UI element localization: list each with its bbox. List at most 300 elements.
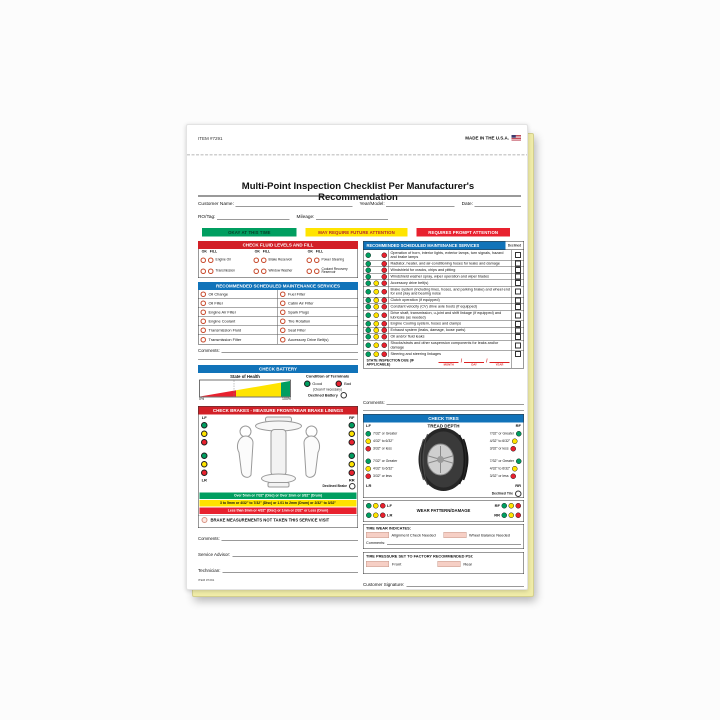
status-dot-yellow bbox=[366, 466, 372, 472]
status-dot-red bbox=[382, 252, 388, 258]
comments-line bbox=[387, 540, 521, 545]
inspection-row bbox=[364, 287, 524, 298]
ok-circle bbox=[254, 258, 260, 264]
maintenance-item bbox=[278, 290, 358, 299]
inspection-item-label: Operation of horn, interior lights, exterior lamps, turn signals, hazard and brake lamps bbox=[389, 250, 512, 260]
status-dot-green bbox=[366, 503, 372, 509]
status-dot-green bbox=[366, 261, 372, 267]
maintenance-item-label: Oil Filter bbox=[208, 301, 224, 306]
fluids-ok-label: OK bbox=[254, 250, 260, 254]
maintenance-item-label: Accessory Drive Belt(s) bbox=[288, 337, 329, 342]
fluids-fill-label: FILL bbox=[315, 250, 324, 254]
wear-row-lf bbox=[366, 503, 392, 509]
status-dot-green bbox=[366, 343, 372, 349]
service-advisor-label: Service Advisor: bbox=[198, 552, 231, 557]
tread-rating-row bbox=[366, 474, 398, 480]
status-dot-yellow bbox=[201, 461, 208, 468]
fluids-row bbox=[254, 266, 304, 277]
declined-checkbox bbox=[515, 312, 521, 318]
fill-circle bbox=[314, 268, 320, 274]
status-dot-yellow bbox=[374, 351, 380, 357]
status-dot-red bbox=[336, 381, 343, 388]
light-slot bbox=[381, 343, 389, 349]
fluids-row bbox=[201, 266, 251, 277]
corner-label-rf: RF bbox=[349, 415, 355, 420]
ok-circle bbox=[201, 268, 207, 274]
tread-rating-row bbox=[366, 439, 398, 445]
status-dot-yellow bbox=[349, 461, 356, 468]
customer-signature-label: Customer Signature: bbox=[363, 582, 405, 587]
status-dot-red bbox=[511, 446, 517, 452]
status-dot-green bbox=[201, 453, 208, 460]
undercarriage-diagram bbox=[227, 415, 331, 491]
fluids-item-label: Power Steering bbox=[321, 258, 345, 262]
maintenance-grid bbox=[198, 290, 358, 345]
header-fields-row2 bbox=[198, 214, 388, 220]
light-slot bbox=[365, 351, 373, 357]
maintenance-item bbox=[199, 326, 279, 335]
maintenance-item bbox=[199, 308, 279, 317]
tread-rating-label: 4/32" to 6/32" bbox=[489, 467, 511, 471]
status-dot-yellow bbox=[374, 289, 380, 295]
gauge-max-label: 100% bbox=[282, 397, 291, 401]
corner-label-lf: LF bbox=[387, 503, 392, 508]
comments-line-2 bbox=[198, 359, 358, 360]
fill-circle bbox=[261, 258, 267, 264]
service-circle bbox=[201, 310, 207, 316]
made-in-text: MADE IN THE U.S.A. bbox=[465, 135, 509, 141]
legend-future-attention: MAY REQUIRE FUTURE ATTENTION bbox=[306, 228, 408, 237]
rear-label: Rear bbox=[463, 561, 473, 567]
fluids-item-label: Engine Oil bbox=[215, 258, 231, 262]
brake-corner-rf bbox=[349, 416, 356, 446]
battery-section bbox=[198, 365, 358, 405]
light-slot bbox=[373, 313, 381, 319]
status-dot-red bbox=[382, 351, 388, 357]
mileage-line bbox=[316, 215, 388, 220]
service-circle bbox=[280, 301, 286, 307]
tread-rating-label: 7/32" or Greater bbox=[489, 459, 514, 463]
declined-tire-label: Declined Tire bbox=[491, 492, 513, 496]
fluids-group bbox=[305, 249, 358, 278]
brake-scale-green: Over 5mm or 7/32" (Disc) or Over 2mm or 3/32" (Drum) bbox=[200, 493, 357, 500]
light-slot bbox=[365, 321, 373, 327]
date-slash: / bbox=[460, 358, 463, 364]
status-lights bbox=[364, 287, 389, 297]
status-dot-yellow bbox=[374, 313, 380, 319]
declined-checkbox bbox=[515, 334, 521, 340]
wheel-balance-box bbox=[444, 532, 467, 538]
technician-label: Technician: bbox=[198, 568, 221, 573]
light-slot bbox=[381, 289, 389, 295]
wear-row-rf bbox=[495, 503, 521, 509]
ro-tag-line bbox=[217, 215, 290, 220]
maintenance-item bbox=[278, 308, 358, 317]
status-lights bbox=[364, 261, 389, 267]
status-dot-green bbox=[516, 431, 522, 437]
light-slot bbox=[365, 267, 373, 273]
maintenance-item-label: Spark Plugs bbox=[288, 310, 310, 315]
status-dot-green bbox=[366, 351, 372, 357]
maintenance-item-label: Fuel Filter bbox=[288, 292, 306, 297]
maintenance-item bbox=[278, 326, 358, 335]
tread-group-rf bbox=[490, 431, 522, 452]
status-lights bbox=[364, 340, 389, 350]
ok-circle bbox=[307, 268, 313, 274]
declined-checkbox bbox=[515, 289, 521, 295]
month-label: MONTH bbox=[443, 363, 454, 367]
status-dot-green bbox=[366, 267, 372, 273]
corner-label-rr: RR bbox=[494, 513, 500, 518]
left-comments-row bbox=[198, 348, 358, 353]
light-slot bbox=[381, 274, 389, 280]
state-inspection-label: STATE INSPECTION DUE (IF APPLICABLE) bbox=[366, 358, 415, 367]
light-slot bbox=[365, 334, 373, 340]
date-line bbox=[474, 202, 521, 207]
clean-note: (Clean if necessary) bbox=[313, 388, 342, 392]
light-slot bbox=[381, 334, 389, 340]
status-dot-red bbox=[382, 298, 388, 304]
tread-group-rr bbox=[490, 459, 522, 480]
tread-rating-row bbox=[490, 431, 522, 437]
light-slot bbox=[381, 313, 389, 319]
fluids-row bbox=[307, 266, 357, 277]
inspection-item-label: Exhaust system (leaks, damage, loose parts) bbox=[389, 327, 512, 333]
alignment-check-box bbox=[366, 532, 389, 538]
wear-pattern-label: WEAR PATTERN/DAMAGE bbox=[416, 508, 471, 513]
status-dot-red bbox=[516, 503, 522, 509]
light-slot bbox=[373, 304, 381, 310]
alignment-check bbox=[366, 532, 444, 538]
tire-image bbox=[418, 427, 470, 492]
status-dot-green bbox=[366, 280, 372, 286]
light-slot bbox=[365, 261, 373, 267]
light-slot bbox=[373, 280, 381, 286]
status-dot-yellow bbox=[374, 328, 380, 334]
tread-rating-row bbox=[366, 431, 398, 437]
right-column bbox=[363, 241, 524, 590]
comments-line-2 bbox=[363, 410, 524, 411]
light-slot bbox=[365, 280, 373, 286]
tread-rating-row bbox=[490, 466, 522, 472]
status-dot-yellow bbox=[201, 431, 208, 438]
tire-corner-lr: LR bbox=[366, 483, 372, 488]
light-slot bbox=[373, 328, 381, 334]
status-dot-green bbox=[349, 453, 356, 460]
inspection-form-sheet bbox=[186, 124, 528, 590]
status-dot-red bbox=[382, 313, 388, 319]
inspection-section bbox=[363, 241, 524, 369]
status-lights bbox=[364, 250, 389, 260]
left-column bbox=[198, 241, 358, 590]
status-dot-green bbox=[516, 459, 522, 465]
battery-health-gauge bbox=[199, 380, 291, 398]
battery-header: CHECK BATTERY bbox=[198, 365, 358, 373]
tire-pressure-label: TIRE PRESSURE SET TO FACTORY RECOMMENDED PSI: bbox=[366, 554, 474, 559]
status-lights bbox=[364, 297, 389, 303]
declined-column-header: Declined bbox=[507, 243, 522, 248]
inspection-item-label: Brake system (including lines, hoses, and parking brake) and wheel end for end play and bearing noise bbox=[390, 286, 510, 296]
wear-row-rr bbox=[494, 513, 521, 519]
month-line bbox=[439, 359, 459, 363]
year-model-line bbox=[386, 202, 454, 207]
rear-psi-box bbox=[437, 561, 460, 567]
light-slot bbox=[381, 321, 389, 327]
tread-rating-label: 4/32" to 6/32" bbox=[373, 467, 394, 471]
maintenance-header: RECOMMENDED SCHEDULED MAINTENANCE SERVICES bbox=[198, 282, 358, 290]
status-dot-green bbox=[502, 513, 508, 519]
tread-rating-label: 3/32" or less bbox=[489, 447, 509, 451]
corner-label-rf: RF bbox=[494, 503, 500, 508]
day-line bbox=[464, 359, 484, 363]
status-lights bbox=[364, 334, 389, 340]
status-dot-red bbox=[382, 267, 388, 273]
declined-checkbox bbox=[515, 304, 521, 310]
brakes-section bbox=[198, 406, 358, 528]
customer-signature-line bbox=[406, 582, 524, 587]
tread-rating-row bbox=[366, 446, 398, 452]
light-slot bbox=[373, 351, 381, 357]
service-advisor-line bbox=[232, 552, 358, 557]
inspection-item-label: Constant velocity (CV) drive axle boots (if equipped) bbox=[389, 304, 512, 310]
status-dot-green bbox=[366, 328, 372, 334]
fill-circle bbox=[261, 268, 267, 274]
tire-corner-rr: RR bbox=[515, 483, 521, 488]
page-title: Multi-Point Inspection Checklist Per Manufacturer's Recommendation bbox=[241, 181, 475, 203]
status-dot-red bbox=[382, 289, 388, 295]
fluids-item-label: Transmission bbox=[215, 268, 235, 273]
tread-depth-label: TREAD DEPTH bbox=[427, 423, 460, 429]
terminals-label: Condition of Terminals bbox=[305, 374, 350, 379]
status-lights bbox=[364, 280, 389, 286]
maintenance-item-label: Cabin Air Filter bbox=[288, 301, 314, 306]
status-dot-red bbox=[511, 474, 517, 480]
inspection-item-label: Windshield for cracks, chips and pitting bbox=[389, 267, 512, 273]
legend-prompt-attention: REQUIRES PROMPT ATTENTION bbox=[416, 228, 510, 237]
status-dot-green bbox=[366, 513, 372, 519]
fluids-item-label: Brake Reservoir bbox=[268, 258, 293, 262]
tread-rating-label: 7/32" or Greater bbox=[373, 432, 398, 436]
declined-cell bbox=[512, 310, 524, 320]
light-slot bbox=[381, 252, 389, 258]
light-slot bbox=[365, 313, 373, 319]
declined-checkbox bbox=[515, 261, 521, 267]
status-dot-red bbox=[349, 439, 356, 446]
inspection-item-label: Engine Cooling system, hoses and clamps bbox=[389, 321, 512, 327]
light-slot bbox=[373, 321, 381, 327]
item-number: ITEM #7291 bbox=[198, 136, 223, 141]
maintenance-item-label: Transmission Filter bbox=[208, 337, 242, 342]
tread-rating-row bbox=[490, 459, 522, 465]
status-dot-yellow bbox=[374, 280, 380, 286]
fill-circle bbox=[314, 258, 320, 264]
corner-label-lr: LR bbox=[201, 478, 207, 483]
tire-pressure-section bbox=[363, 552, 524, 574]
light-slot bbox=[365, 252, 373, 258]
declined-cell bbox=[512, 287, 524, 297]
light-slot bbox=[373, 289, 381, 295]
declined-cell bbox=[512, 250, 524, 260]
light-slot bbox=[373, 298, 381, 304]
fluids-body bbox=[198, 249, 358, 278]
tread-rating-label: 7/32" or Greater bbox=[489, 432, 514, 436]
brake-corner-lf bbox=[201, 416, 208, 446]
status-dot-red bbox=[382, 328, 388, 334]
status-dot-green bbox=[304, 381, 311, 388]
inspection-item-label: Oil and/or fluid leaks bbox=[389, 334, 512, 340]
status-dot-green bbox=[201, 422, 208, 429]
fluids-fill-label: FILL bbox=[262, 250, 271, 254]
declined-cell bbox=[512, 261, 524, 267]
title-rule bbox=[198, 196, 521, 197]
comments-line bbox=[387, 400, 524, 405]
declined-cell bbox=[512, 297, 524, 303]
inspection-item-label: Accessory drive belt(s) bbox=[389, 280, 512, 286]
status-dot-red bbox=[516, 513, 522, 519]
tire-corner-lf: LF bbox=[366, 423, 371, 428]
comments-line bbox=[222, 536, 358, 541]
declined-cell bbox=[512, 327, 524, 333]
battery-terminals bbox=[297, 374, 358, 399]
fluids-row bbox=[254, 255, 304, 266]
status-dot-yellow bbox=[512, 466, 518, 472]
ok-circle bbox=[307, 258, 313, 264]
status-dot-red bbox=[380, 503, 386, 509]
status-dot-green bbox=[366, 431, 372, 437]
light-slot bbox=[381, 298, 389, 304]
wheel-balance-label: Wheel Balance Needed bbox=[469, 532, 510, 538]
light-slot bbox=[381, 328, 389, 334]
status-dot-yellow bbox=[374, 321, 380, 327]
status-dot-green bbox=[366, 459, 372, 465]
maintenance-item bbox=[199, 299, 279, 308]
inspection-row bbox=[364, 310, 524, 321]
declined-tire-circle bbox=[515, 491, 522, 498]
ok-circle bbox=[254, 268, 260, 274]
status-dot-green bbox=[366, 274, 372, 280]
inspection-row bbox=[364, 250, 524, 261]
comments-line bbox=[222, 348, 358, 353]
corner-label-lf: LF bbox=[201, 415, 207, 420]
header-fields-row1 bbox=[198, 201, 521, 207]
light-slot bbox=[381, 267, 389, 273]
wear-pattern-section bbox=[363, 500, 524, 522]
tread-rating-row bbox=[490, 446, 522, 452]
technician-row bbox=[198, 568, 358, 573]
status-dot-red bbox=[382, 343, 388, 349]
comments-label: Comments: bbox=[198, 536, 220, 541]
declined-cell bbox=[512, 304, 524, 310]
status-dot-red bbox=[382, 321, 388, 327]
tread-rating-row bbox=[366, 466, 398, 472]
status-dot-yellow bbox=[374, 304, 380, 310]
service-advisor-row bbox=[198, 552, 358, 557]
legend-okay: OKAY AT THIS TIME bbox=[202, 228, 297, 237]
tread-rating-label: 7/32" or Greater bbox=[373, 459, 398, 463]
ro-tag-label: RO/Tag: bbox=[198, 214, 216, 220]
corner-label-rr: RR bbox=[348, 478, 355, 483]
service-circle bbox=[280, 310, 286, 316]
battery-health bbox=[199, 374, 291, 401]
maintenance-item bbox=[199, 335, 279, 344]
front-psi-box bbox=[366, 561, 389, 567]
brake-scale-yellow: 3 to 5mm or 4/32" to 7/32" (Disc) or 1.01 to 2mm (Drum) or 2/32" to 3/32" bbox=[200, 500, 357, 507]
maintenance-item-label: Transmission Fluid bbox=[208, 328, 242, 333]
light-slot bbox=[373, 334, 381, 340]
maintenance-item-label: Seat Filter bbox=[288, 328, 306, 333]
declined-checkbox bbox=[515, 252, 521, 258]
status-dot-red bbox=[201, 470, 208, 477]
left-footer-comments bbox=[198, 536, 358, 541]
brakes-header: CHECK BRAKES - MEASURE FRONT/REAR BRAKE LININGS bbox=[199, 407, 358, 415]
tread-rating-row bbox=[366, 459, 398, 465]
light-slot bbox=[365, 289, 373, 295]
status-dot-green bbox=[366, 304, 372, 310]
status-dot-green bbox=[349, 422, 356, 429]
service-circle bbox=[201, 328, 207, 334]
fluids-header: CHECK FLUID LEVELS AND FILL bbox=[198, 241, 358, 249]
status-dot-yellow bbox=[366, 439, 372, 445]
declined-brake-label: Declined Brake bbox=[322, 484, 347, 488]
inspection-rows bbox=[364, 250, 524, 357]
declined-checkbox bbox=[515, 321, 521, 327]
service-circle bbox=[201, 301, 207, 307]
maintenance-section bbox=[198, 282, 358, 345]
form-photo bbox=[186, 124, 528, 590]
declined-cell bbox=[512, 357, 524, 368]
declined-checkbox bbox=[515, 342, 521, 348]
year-model-label: Year/Model: bbox=[359, 201, 385, 207]
status-lights bbox=[364, 267, 389, 273]
declined-battery-label: Declined Battery bbox=[308, 393, 338, 398]
item-number-footer: ITEM #7291 bbox=[198, 579, 215, 582]
status-dot-yellow bbox=[373, 513, 379, 519]
wear-row-lr bbox=[366, 513, 392, 519]
tread-rating-label: 3/32" or less bbox=[373, 474, 392, 478]
declined-cell bbox=[512, 334, 524, 340]
customer-name-line bbox=[235, 202, 352, 207]
inspection-header: RECOMMENDED SCHEDULED MAINTENANCE SERVICES bbox=[364, 242, 506, 250]
right-comments-row bbox=[363, 400, 524, 405]
year-line bbox=[490, 359, 510, 363]
maintenance-item-label: Engine Air Filter bbox=[208, 310, 237, 315]
corner-label-lr: LR bbox=[387, 513, 393, 518]
status-dot-yellow bbox=[374, 334, 380, 340]
status-dot-red bbox=[382, 274, 388, 280]
tread-group-lf bbox=[366, 431, 398, 452]
not-taken-circle bbox=[202, 517, 208, 523]
fluids-ok-label: OK bbox=[201, 250, 207, 254]
status-lights bbox=[364, 310, 389, 320]
tire-wear-indicates-section bbox=[363, 524, 524, 549]
state-inspection-date bbox=[439, 359, 510, 367]
light-slot bbox=[365, 274, 373, 280]
light-slot bbox=[381, 280, 389, 286]
state-inspection-row bbox=[364, 357, 524, 368]
customer-name-label: Customer Name: bbox=[198, 201, 234, 207]
date-label: Date: bbox=[461, 201, 473, 207]
inspection-item-label: Steering and steering linkages bbox=[389, 351, 512, 357]
tread-rating-label: 4/32" to 6/32" bbox=[489, 439, 511, 443]
status-lights bbox=[364, 304, 389, 310]
date-slash: / bbox=[486, 358, 488, 364]
declined-checkbox bbox=[515, 274, 521, 280]
status-dot-red bbox=[382, 334, 388, 340]
technician-line bbox=[223, 568, 358, 573]
brake-scale-red: Less than 3mm or 4/32" (Disc) or 1mm or 2/32" or Less (Drum) bbox=[200, 508, 357, 515]
status-dot-green bbox=[366, 334, 372, 340]
tires-header: CHECK TIRES bbox=[364, 415, 524, 423]
